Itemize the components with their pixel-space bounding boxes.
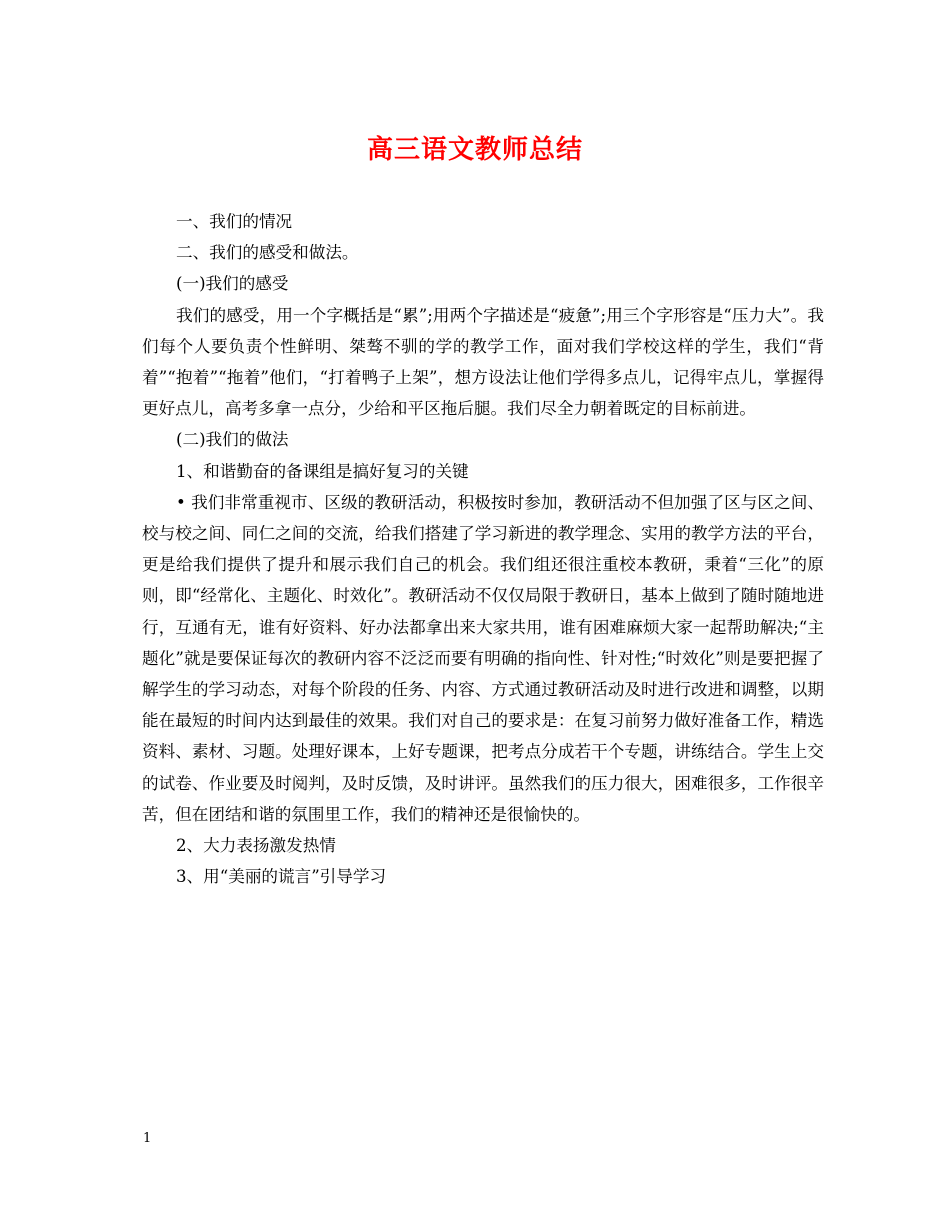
section-heading-situation: 一、我们的情况 [176, 212, 293, 231]
paragraph-feelings: 我们的感受，用一个字概括是“累”;用两个字描述是“疲惫”;用三个字形容是“压力大”。我们每个人要负责个性鲜明、桀骜不驯的学的教学工作，面对我们学校这样的学生，我们“背着”“抱着”“拖着”他们，“打着鸭子上架”，想方设法让他们学得多点儿，记得牢点儿，掌握得更好点儿，高考多拿一点分，少给和平区拖后腿。我们尽全力朝着既定的目标前进。 [142, 305, 824, 419]
item-heading-3: 3、用“美丽的谎言”引导学习 [176, 867, 387, 887]
document-title: 高三语文教师总结 [366, 135, 583, 165]
section-heading-feelings-and-practices: 二、我们的感受和做法。 [176, 243, 359, 263]
document-body [142, 206, 824, 892]
subsection-heading-feelings: (一)我们的感受 [176, 274, 289, 294]
item-heading-2: 2、大力表扬激发热情 [176, 836, 336, 856]
subsection-heading-practices: (二)我们的做法 [176, 430, 289, 450]
page-number: 1 [143, 1131, 152, 1146]
paragraph-teaching-research: • 我们非常重视市、区级的教研活动，积极按时参加，教研活动不但加强了区与区之间、校与校之间、同仁之间的交流，给我们搭建了学习新进的教学理念、实用的教学方法的平台，更是给我们提供了提升和展示我们自己的机会。我们组还很注重校本教研，秉着“三化”的原则，即“经常化、主题化、时效化”。教研活动不仅仅局限于教研日，基本上做到了随时随地进行，互通有无，谁有好资料、好办法都拿出来大家共用，谁有困难麻烦大家一起帮助解决;“主题化”就是要保证每次的教研内容不泛泛而要有明确的指向性、针对性;“时效化”则是要把握了解学生的学习动态，对每个阶段的任务、内容、方式通过教研活动及时进行改进和调整，以期能在最短的时间内达到最佳的效果。我们对自己的要求是：在复习前努力做好准备工作，精选资料、素材、习题。处理好课本，上好专题课，把考点分成若干个专题，讲练结合。学生上交的试卷、作业要及时阅判，及时反馈，及时讲评。虽然我们的压力很大，困难很多，工作很辛苦，但在团结和谐的氛围里工作，我们的精神还是很愉快的。 [142, 492, 824, 824]
item-heading-1: 1、和谐勤奋的备课组是搞好复习的关键 [176, 461, 469, 481]
